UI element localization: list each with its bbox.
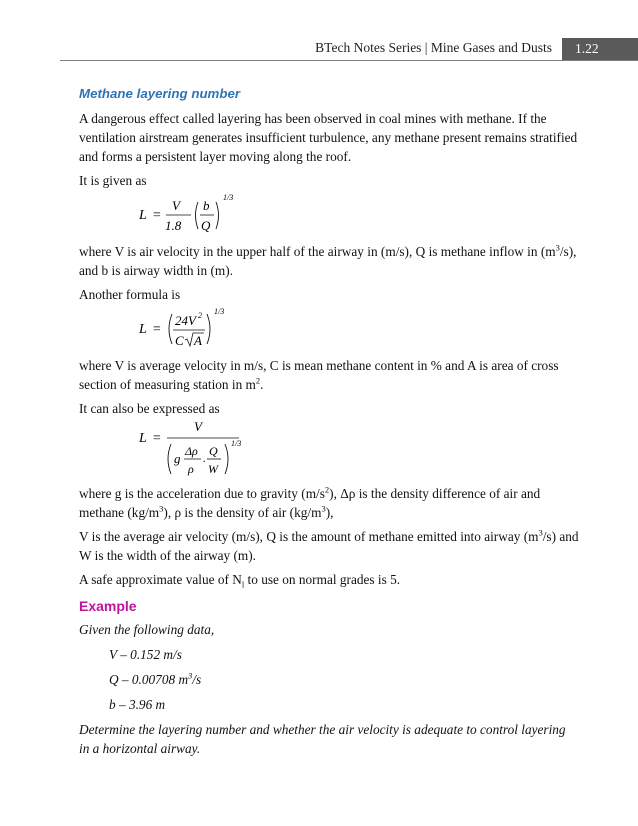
intro-paragraph: A dangerous effect called layering has been observed in coal mines with methane. If the ventilation airstream generates insufficient turbulence, any methane present remains stratified and forms a persistent layer moving along the roof.	[79, 111, 578, 164]
f1-inner-num: b	[203, 198, 210, 213]
f3-paren-left	[168, 444, 171, 474]
given-as-text: It is given as	[79, 173, 147, 188]
formula-1-svg	[139, 192, 239, 236]
desc4-sup: 3	[538, 527, 543, 538]
f2-lhs: L	[139, 322, 147, 337]
desc3-p2: ), Δρ is the density difference of air and methane (kg/m	[79, 486, 541, 520]
f3-lhs: L	[139, 431, 147, 446]
f1-paren-right	[216, 202, 219, 229]
f2-den-c: C	[175, 333, 184, 348]
formula-2-svg	[139, 306, 239, 350]
f2-paren-right	[207, 314, 210, 344]
desc1-a: where V is air velocity in the upper half of the airway in (m/s), Q is methane inflow in (m	[79, 244, 556, 259]
desc1-b: /s), and b is airway width in (m).	[79, 244, 577, 278]
f1-num: V	[172, 198, 180, 213]
f3-w: W	[208, 462, 218, 476]
safe-b: to use on normal grades is 5.	[244, 572, 401, 587]
page-number-badge: 1.22	[562, 38, 638, 60]
f1-den: 1.8	[165, 218, 182, 233]
desc1-sup: 3	[555, 242, 560, 253]
f2-den-a: A	[194, 333, 202, 348]
example-q-a: Q – 0.00708 m	[109, 672, 189, 687]
f1-inner-den: Q	[201, 218, 211, 233]
f3-eq: =	[152, 431, 162, 446]
example-given: Given the following data,	[79, 622, 215, 637]
f2-exp: 1/3	[214, 307, 225, 316]
formula-2	[79, 306, 579, 350]
desc4-a: V is the average air velocity (m/s), Q is the amount of methane emitted into airway (m	[79, 529, 539, 544]
f3-num: V	[194, 419, 202, 434]
f3-paren-right	[225, 444, 228, 474]
example-task: Determine the layering number and whether the air velocity is adequate to control layering in a horizontal airway.	[79, 722, 566, 756]
another-formula-text: Another formula is	[79, 287, 181, 302]
example-q-sup: 3	[188, 670, 193, 681]
formula-2-description	[79, 356, 579, 394]
f3-dot: .	[203, 451, 206, 465]
formula-1	[79, 192, 579, 236]
desc3-sup2: 3	[159, 503, 164, 514]
f2-num: 24V	[175, 313, 196, 328]
example-q	[109, 670, 579, 689]
f3-rho: ρ	[188, 462, 194, 476]
example-title: Example	[79, 598, 137, 614]
f1-eq: =	[152, 208, 162, 223]
f3-g: g	[174, 451, 181, 466]
f2-eq: =	[152, 322, 162, 337]
desc2-b: .	[260, 377, 264, 392]
desc3-p3: ), ρ is the density of air (kg/m	[163, 505, 322, 520]
f2-paren-left	[169, 314, 172, 344]
desc3-sup1: 2	[324, 484, 330, 495]
page-header	[0, 38, 638, 60]
header-rule	[60, 60, 638, 61]
f1-lhs: L	[139, 208, 147, 223]
example-v: V – 0.152 m/s	[109, 647, 182, 662]
also-expressed-text: It can also be expressed as	[79, 401, 220, 416]
page-content	[79, 84, 579, 763]
f3-drho: Δρ	[185, 444, 198, 458]
f3-q: Q	[209, 444, 218, 458]
desc2-a: where V is average velocity in m/s, C is mean methane content in % and A is area of cross section of measuring station in m	[79, 358, 559, 392]
f1-exp: 1/3	[223, 193, 234, 202]
desc3-p4: ),	[325, 505, 334, 520]
formula-1-description	[79, 242, 579, 280]
f2-num-sup: 2	[198, 311, 202, 320]
formula-3-svg	[139, 420, 259, 478]
desc2-sup: 2	[255, 375, 261, 386]
f1-paren-left	[196, 202, 199, 229]
example-b: b – 3.96 m	[109, 697, 166, 712]
desc3-sup3: 3	[321, 503, 326, 514]
safe-sub: l	[241, 579, 245, 590]
desc4-b: /s) and W is the width of the airway (m).	[79, 529, 579, 563]
f3-exp: 1/3	[231, 439, 242, 448]
safe-a: A safe approximate value of N	[79, 572, 242, 587]
example-q-b: /s	[192, 672, 202, 687]
formula-3-description	[79, 484, 579, 522]
header-title: BTech Notes Series | Mine Gases and Dusts	[315, 40, 552, 55]
desc3-p1: where g is the acceleration due to gravity (m/s	[79, 486, 325, 501]
safe-value-text	[79, 570, 579, 589]
section-title: Methane layering number	[79, 86, 241, 101]
variables-description	[79, 527, 579, 565]
formula-3	[79, 420, 579, 478]
